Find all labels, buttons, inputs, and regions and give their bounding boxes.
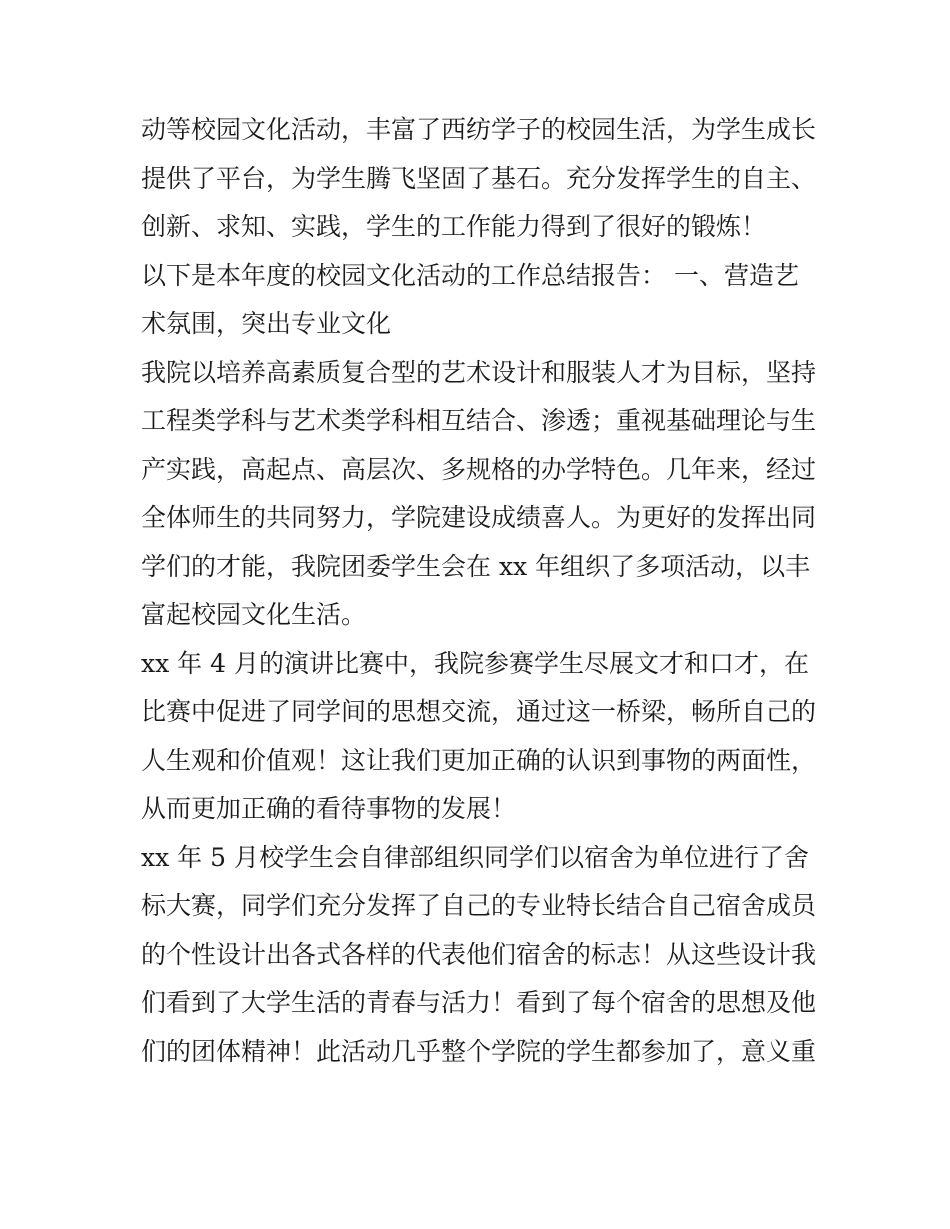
paragraph-dorm-logo-contest — [141, 834, 821, 1077]
text-line: 标大赛，同学们充分发挥了自己的专业特长结合自己宿舍成员 — [141, 891, 817, 920]
text-line: 们看到了大学生活的青春与活力！看到了每个宿舍的思想及他 — [141, 988, 817, 1017]
text-line: 提供了平台，为学生腾飞坚固了基石。充分发挥学生的自主、 — [141, 163, 817, 193]
text-line: 产实践，高起点、高层次、多规格的办学特色。几年来，经过 — [141, 454, 817, 484]
text-line: 全体师生的共同努力，学院建设成绩喜人。为更好的发挥出同 — [141, 503, 817, 532]
text-line: 们的团体精神！此活动几乎整个学院的学生都参加了，意义重 — [141, 1036, 817, 1066]
text-line: 我院以培养高素质复合型的艺术设计和服装人才为目标，坚持 — [141, 357, 817, 387]
text-line: 的个性设计出各式各样的代表他们宿舍的标志！从这些设计我 — [141, 939, 817, 969]
text-line: 比赛中促进了同学间的思想交流，通过这一桥梁，畅所自己的 — [141, 697, 817, 726]
paragraph-activities-intro — [141, 106, 821, 252]
text-line: 术氛围，突出专业文化 — [141, 309, 392, 338]
text-line: 富起校园文化生活。 — [141, 600, 367, 629]
paragraph-report-heading — [141, 252, 821, 349]
document-body — [141, 106, 821, 1076]
text-line: 工程类学科与艺术类学科相互结合、渗透；重视基础理论与生 — [141, 406, 817, 435]
text-line: 人生观和价值观！这让我们更加正确的认识到事物的两面性， — [141, 745, 817, 775]
text-line: 从而更加正确的看待事物的发展！ — [141, 794, 517, 823]
paragraph-speech-contest — [141, 640, 821, 834]
text-line: 创新、求知、实践，学生的工作能力得到了很好的锻炼！ — [141, 212, 767, 241]
text-line: 以下是本年度的校园文化活动的工作总结报告： 一、营造艺 — [141, 260, 799, 290]
paragraph-college-goals — [141, 349, 821, 640]
text-line: 动等校园文化活动，丰富了西纺学子的校园生活，为学生成长 — [141, 115, 817, 144]
text-line: 学们的才能，我院团委学生会在 xx 年组织了多项活动，以丰 — [141, 551, 811, 581]
text-line: xx 年 4 月的演讲比赛中，我院参赛学生尽展文才和口才，在 — [141, 648, 809, 678]
text-line: xx 年 5 月校学生会自律部组织同学们以宿舍为单位进行了舍 — [141, 842, 809, 872]
